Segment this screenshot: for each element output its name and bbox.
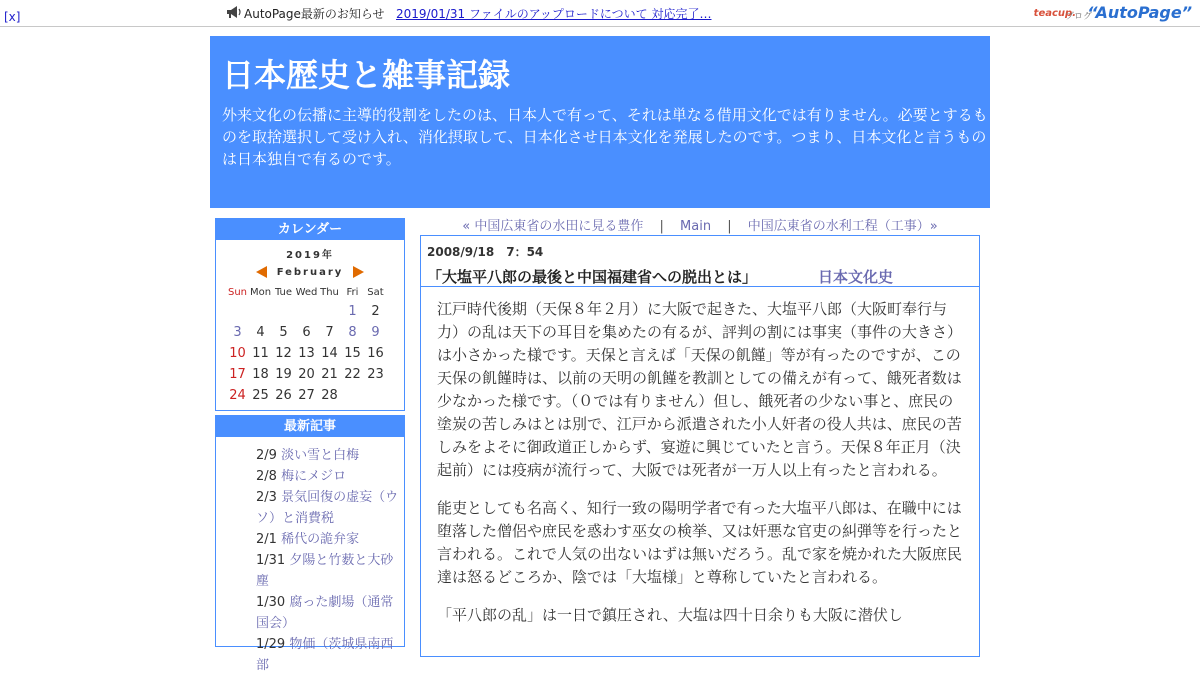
recent-entry-item — [256, 445, 402, 466]
recent-entry-link[interactable]: 景気回復の虚妄（ウソ）と消費税 — [256, 490, 399, 526]
calendar-day: 2 — [371, 304, 380, 319]
blog-title[interactable]: 日本歴史と雑事記録 — [222, 56, 511, 94]
recent-entry-date: 1/31 — [256, 553, 286, 568]
recent-entry-link[interactable]: 夕陽と竹薮と大砂塵 — [256, 553, 394, 589]
calendar-day: 24 — [229, 388, 246, 403]
calendar-day: 11 — [252, 346, 269, 361]
nav-separator: | — [659, 219, 664, 234]
calendar-week-row — [226, 301, 387, 322]
calendar-week-row — [226, 385, 387, 406]
weekday-header: Sat — [367, 286, 384, 298]
calendar-empty-cell — [364, 385, 387, 406]
calendar-week-row — [226, 322, 387, 343]
main-link[interactable]: Main — [680, 219, 712, 234]
calendar-empty-cell — [249, 301, 272, 322]
calendar-day: 23 — [367, 367, 384, 382]
entry-datetime: 2008/9/18 7：54 — [427, 245, 544, 259]
entry-divider — [421, 286, 979, 287]
calendar-grid — [226, 283, 387, 406]
calendar-empty-cell — [318, 301, 341, 322]
megaphone-icon — [226, 5, 242, 19]
recent-entry-link[interactable]: 淡い雪と白梅 — [281, 448, 360, 463]
calendar-day: 25 — [252, 388, 269, 403]
entry-body — [437, 298, 967, 642]
calendar-day-link[interactable]: 3 — [233, 325, 242, 340]
calendar-day: 15 — [344, 346, 361, 361]
prev-entry-link[interactable]: « 中国広東省の水田に見る豊作 — [462, 219, 644, 234]
calendar-day: 28 — [321, 388, 338, 403]
next-month-arrow-icon[interactable] — [353, 266, 364, 278]
calendar-month: February — [276, 267, 344, 278]
calendar-day: 26 — [275, 388, 292, 403]
entry-category-link[interactable]: 日本文化史 — [818, 268, 894, 286]
recent-entries-widget — [215, 415, 405, 673]
recent-entry-item — [256, 634, 402, 676]
notice-link[interactable]: 2019/01/31 ファイルのアップロードについて 対応完了… — [396, 7, 712, 21]
calendar-day: 10 — [229, 346, 246, 361]
next-entry-link[interactable]: 中国広東省の水利工程（工事）» — [747, 219, 938, 234]
calendar-day: 20 — [298, 367, 315, 382]
blog-entry — [420, 235, 980, 657]
blog-logo-text: ブログ — [1064, 12, 1092, 22]
calendar-day-link[interactable]: 1 — [348, 304, 357, 319]
entry-title: 「大塩平八郎の最後と中国福建省への脱出とは」 — [427, 268, 758, 286]
calendar-empty-cell — [341, 385, 364, 406]
calendar-day: 6 — [302, 325, 311, 340]
blog-description: 外来文化の伝播に主導的役割をしたのは、日本人で有って、それは単なる借用文化では有りません。必要とするものを取捨選択して受け入れ、消化摂取して、日本化させ日本文化を発展したのです。つまり、日本文化と言うものは日本独自で有るのです。 — [222, 106, 988, 168]
calendar-day: 12 — [275, 346, 292, 361]
weekday-header: Mon — [249, 286, 272, 298]
weekday-header: Fri — [346, 286, 359, 298]
calendar-day: 21 — [321, 367, 338, 382]
recent-entry-date: 2/8 — [256, 469, 277, 484]
weekday-header: Tue — [274, 286, 293, 298]
calendar-day: 7 — [325, 325, 334, 340]
calendar-week-row — [226, 343, 387, 364]
teacup-logo-text: teacup. — [1033, 8, 1076, 19]
recent-entry-item — [256, 592, 402, 634]
calendar-day: 5 — [279, 325, 288, 340]
recent-entry-link[interactable]: 腐った劇場（通常国会） — [256, 595, 394, 631]
entry-paragraph: 「平八郎の乱」は一日で鎮圧され、大塩は四十日余りも大阪に潜伏し — [437, 606, 903, 624]
calendar-widget — [215, 218, 405, 411]
notice-bar — [0, 0, 1200, 27]
close-notice-link[interactable]: [x] — [4, 10, 21, 24]
calendar-day: 14 — [321, 346, 338, 361]
weekday-header: Sun — [227, 286, 248, 298]
calendar-empty-cell — [272, 301, 295, 322]
calendar-day: 16 — [367, 346, 384, 361]
prev-month-arrow-icon[interactable] — [256, 266, 267, 278]
recent-entry-date: 2/3 — [256, 490, 277, 505]
recent-entry-item — [256, 550, 402, 592]
autopage-logo-text: “AutoPage” — [1087, 3, 1192, 22]
calendar-month-row — [216, 265, 404, 281]
recent-entry-link[interactable]: 稀代の詭弁家 — [281, 532, 360, 547]
recent-entry-item — [256, 529, 402, 550]
recent-entry-item — [256, 487, 402, 529]
calendar-day: 18 — [252, 367, 269, 382]
recent-entry-date: 2/9 — [256, 448, 277, 463]
recent-entry-item — [256, 466, 402, 487]
calendar-day-link[interactable]: 8 — [348, 325, 357, 340]
entry-paragraph: 江戸時代後期（天保８年２月）に大阪で起きた、大塩平八郎（大阪町奉行与力）の乱は天下の耳目を集めたの有るが、評判の割には事実（事件の大きさ）は小さかった様です。天保と言えば「天保の飢饉」等が有ったのですが、この天保の飢饉時は、以前の天明の飢饉を教訓としての備えが有って、餓死者数は少なかった様です。（０では有りません）但し、餓死者の少ない事と、庶民の塗炭の苦しみはとは別で、江戸から派遣された小人奸者の役人共は、庶民の苦しみをよそに御政道正しからず、宴遊に興じていたと言う。天保８年正月（決起前）には疫病が流行って、大阪では死者が一万人以上有ったと言われる。 — [437, 300, 963, 479]
calendar-year: 2019年 — [286, 250, 334, 261]
weekday-header: Wed — [295, 286, 318, 298]
calendar-day: 17 — [229, 367, 246, 382]
notice-label: AutoPage最新のお知らせ — [244, 7, 385, 21]
calendar-day: 27 — [298, 388, 315, 403]
calendar-day: 13 — [298, 346, 315, 361]
recent-entry-date: 1/29 — [256, 637, 286, 652]
calendar-day: 19 — [275, 367, 292, 382]
recent-entry-link[interactable]: 梅にメジロ — [281, 469, 347, 484]
nav-separator: | — [727, 219, 732, 234]
calendar-heading: カレンダー — [216, 219, 404, 240]
entry-navigation — [420, 215, 980, 234]
recent-entry-date: 2/1 — [256, 532, 277, 547]
calendar-day: 4 — [256, 325, 265, 340]
recent-entry-link[interactable]: 物価（茨城県南西部 — [256, 637, 394, 673]
blog-header — [210, 36, 990, 208]
recent-entries-heading: 最新記事 — [216, 416, 404, 437]
recent-entries-list — [216, 445, 404, 676]
weekday-header: Thu — [320, 286, 339, 298]
calendar-day: 22 — [344, 367, 361, 382]
calendar-day-link[interactable]: 9 — [371, 325, 380, 340]
entry-paragraph: 能吏としても名高く、知行一致の陽明学者で有った大塩平八郎は、在職中には堕落した僧侶や庶民を惑わす巫女の検挙、又は奸悪な官吏の糾弾等を行ったと言われる。これで人気の出ないはずは無いだろう。乱で家を焼かれた大阪庶民達は怒るどころか、陰では「大塩様」と尊称していたと言われる。 — [437, 499, 963, 586]
calendar-empty-cell — [295, 301, 318, 322]
calendar-week-row — [226, 364, 387, 385]
recent-entry-date: 1/30 — [256, 595, 286, 610]
calendar-empty-cell — [226, 301, 249, 322]
